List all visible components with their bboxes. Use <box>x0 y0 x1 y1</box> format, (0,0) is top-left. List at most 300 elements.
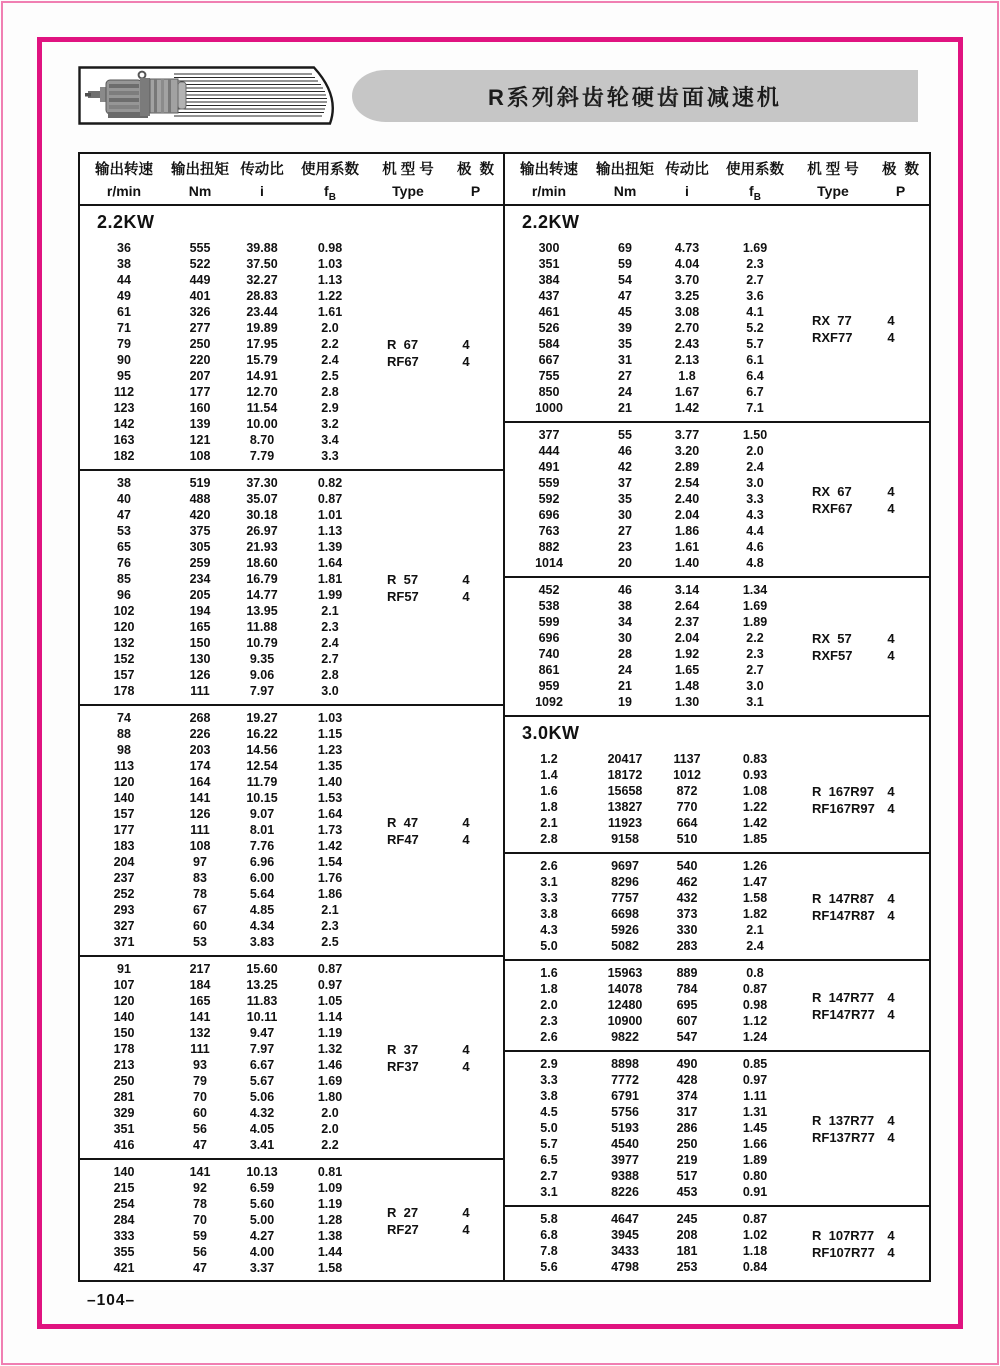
service-factor-cell: 0.82 <box>317 476 343 490</box>
ratio-cell: 23.44 <box>246 305 278 319</box>
output-speed-cell: 107 <box>113 978 135 992</box>
output-speed-cell: 1.6 <box>540 966 558 980</box>
column-unit: $f_B$ <box>324 183 336 203</box>
ratio-cell: 18.60 <box>246 556 278 570</box>
output-torque-cell: 130 <box>189 652 211 666</box>
output-torque-cell: 326 <box>189 305 211 319</box>
output-speed-cell: 95 <box>117 369 131 383</box>
poles-value: 4 <box>462 1041 470 1057</box>
output-speed-cell: 120 <box>113 775 135 789</box>
service-factor-cell: 1.58 <box>742 891 768 905</box>
output-torque-cell: 60 <box>193 1106 207 1120</box>
service-factor-cell: 0.93 <box>742 768 768 782</box>
ratio-cell: 250 <box>676 1137 698 1151</box>
service-factor-cell: 2.5 <box>321 935 339 949</box>
type-column <box>793 423 928 576</box>
output-speed-cell: 2.1 <box>540 816 558 830</box>
poles-value: 4 <box>462 353 470 369</box>
output-speed-cell: 333 <box>113 1229 135 1243</box>
ratio-cell: 2.37 <box>674 615 700 629</box>
output-torque-cell: 30 <box>618 508 632 522</box>
output-speed-cell: 3.1 <box>540 1185 558 1199</box>
service-factor-cell: 2.7 <box>746 273 764 287</box>
ratio-cell: 374 <box>676 1089 698 1103</box>
output-speed-cell: 157 <box>113 668 135 682</box>
ratio-cell: 181 <box>676 1244 698 1258</box>
column-unit: r/min <box>106 183 142 199</box>
output-torque-cell: 35 <box>618 337 632 351</box>
column-unit: i <box>685 183 689 199</box>
model-label: RF147R87 <box>812 907 875 923</box>
output-speed-cell: 88 <box>117 727 131 741</box>
model-label: R 57 <box>387 571 419 587</box>
output-torque-cell: 70 <box>193 1090 207 1104</box>
ratio-cell: 10.79 <box>246 636 278 650</box>
type-line <box>793 890 928 907</box>
output-torque-cell: 8226 <box>611 1185 639 1199</box>
output-speed-cell: 329 <box>113 1106 135 1120</box>
ratio-cell: 6.59 <box>249 1181 275 1195</box>
output-speed-cell: 120 <box>113 620 135 634</box>
service-factor-cell: 0.87 <box>742 982 768 996</box>
type-column <box>793 961 928 1050</box>
ratio-cell: 4.85 <box>249 903 275 917</box>
ratio-cell: 510 <box>676 832 698 846</box>
poles-value: 4 <box>887 783 895 799</box>
output-torque-cell: 6698 <box>611 907 639 921</box>
service-factor-cell: 0.87 <box>317 492 343 506</box>
output-torque-cell: 53 <box>193 935 207 949</box>
output-torque-cell: 220 <box>189 353 211 367</box>
output-torque-cell: 277 <box>189 321 211 335</box>
model-label: RF67 <box>387 353 419 369</box>
ratio-cell: 2.40 <box>674 492 700 506</box>
output-torque-cell: 449 <box>189 273 211 287</box>
service-factor-cell: 1.86 <box>317 887 343 901</box>
output-torque-cell: 111 <box>190 823 210 837</box>
service-factor-cell: 1.09 <box>317 1181 343 1195</box>
ratio-cell: 1.61 <box>674 540 700 554</box>
model-label: R 147R77 <box>812 989 875 1005</box>
service-factor-cell: 3.0 <box>321 684 339 698</box>
data-block <box>505 747 929 852</box>
ratio-cell: 15.60 <box>246 962 278 976</box>
service-factor-cell: 1.81 <box>317 572 343 586</box>
poles-value: 4 <box>887 630 895 646</box>
output-torque-cell: 3977 <box>611 1153 639 1167</box>
output-speed-cell: 250 <box>113 1074 135 1088</box>
service-factor-cell: 2.4 <box>746 939 764 953</box>
output-torque-cell: 4798 <box>611 1260 639 1274</box>
output-speed-cell: 3.3 <box>540 1073 558 1087</box>
column-unit: Nm <box>188 183 212 199</box>
type-line <box>793 1227 928 1244</box>
output-torque-cell: 519 <box>189 476 211 490</box>
type-column <box>793 1207 928 1280</box>
output-speed-cell: 79 <box>117 337 131 351</box>
ratio-cell: 7.76 <box>249 839 275 853</box>
output-speed-cell: 384 <box>538 273 560 287</box>
model-label: R 147R87 <box>812 890 875 906</box>
poles-value: 4 <box>887 989 895 1005</box>
service-factor-cell: 1.73 <box>317 823 343 837</box>
output-speed-cell: 76 <box>117 556 131 570</box>
output-torque-cell: 4647 <box>611 1212 639 1226</box>
service-factor-cell: 0.91 <box>742 1185 768 1199</box>
service-factor-cell: 1.76 <box>317 871 343 885</box>
service-factor-cell: 1.19 <box>317 1197 343 1211</box>
output-torque-cell: 401 <box>189 289 211 303</box>
output-torque-cell: 19 <box>618 695 632 709</box>
service-factor-cell: 2.8 <box>321 385 339 399</box>
output-speed-cell: 177 <box>113 823 135 837</box>
output-speed-cell: 1000 <box>535 401 563 415</box>
output-speed-cell: 4.3 <box>540 923 558 937</box>
service-factor-cell: 1.35 <box>317 759 343 773</box>
service-factor-cell: 1.69 <box>742 241 768 255</box>
ratio-cell: 3.70 <box>674 273 700 287</box>
service-factor-cell: 1.69 <box>742 599 768 613</box>
output-torque-cell: 126 <box>189 807 211 821</box>
ratio-cell: 1.65 <box>674 663 700 677</box>
ratio-cell: 462 <box>676 875 698 889</box>
output-speed-cell: 416 <box>113 1138 135 1152</box>
type-line <box>793 630 928 647</box>
type-line <box>368 1221 503 1238</box>
column-unit: Type <box>392 183 424 199</box>
output-speed-cell: 112 <box>113 385 135 399</box>
service-factor-cell: 1.42 <box>742 816 768 830</box>
ratio-cell: 19.27 <box>246 711 278 725</box>
output-torque-cell: 203 <box>189 743 211 757</box>
output-torque-cell: 234 <box>189 572 211 586</box>
poles-value: 4 <box>887 1112 895 1128</box>
output-torque-cell: 3945 <box>611 1228 639 1242</box>
output-speed-cell: 284 <box>113 1213 135 1227</box>
output-torque-cell: 5082 <box>611 939 639 953</box>
service-factor-cell: 3.6 <box>746 289 764 303</box>
output-torque-cell: 184 <box>189 978 211 992</box>
output-torque-cell: 108 <box>189 839 211 853</box>
service-factor-cell: 3.3 <box>321 449 339 463</box>
ratio-cell: 1.40 <box>674 556 700 570</box>
output-torque-cell: 375 <box>189 524 211 538</box>
poles-value: 4 <box>462 1221 470 1237</box>
ratio-cell: 1012 <box>673 768 701 782</box>
output-speed-cell: 90 <box>117 353 131 367</box>
service-factor-cell: 1.58 <box>317 1261 343 1275</box>
ratio-cell: 13.95 <box>246 604 278 618</box>
page-title: R系列斜齿轮硬齿面减速机 <box>488 84 782 110</box>
ratio-cell: 35.07 <box>246 492 278 506</box>
service-factor-cell: 3.0 <box>746 679 764 693</box>
output-torque-cell: 268 <box>189 711 211 725</box>
model-label: RF37 <box>387 1058 419 1074</box>
output-torque-cell: 217 <box>189 962 211 976</box>
table-header <box>505 154 929 206</box>
service-factor-cell: 3.4 <box>321 433 339 447</box>
model-label: RF47 <box>387 831 419 847</box>
output-torque-cell: 13827 <box>607 800 643 814</box>
output-speed-cell: 204 <box>113 855 135 869</box>
service-factor-cell: 1.54 <box>317 855 343 869</box>
output-torque-cell: 38 <box>618 599 632 613</box>
service-factor-cell: 2.0 <box>746 444 764 458</box>
output-torque-cell: 174 <box>189 759 211 773</box>
output-torque-cell: 14078 <box>607 982 643 996</box>
ratio-cell: 4.32 <box>249 1106 275 1120</box>
output-speed-cell: 4.5 <box>540 1105 558 1119</box>
output-speed-cell: 377 <box>538 428 560 442</box>
output-speed-cell: 3.1 <box>540 875 558 889</box>
output-torque-cell: 141 <box>189 1010 211 1024</box>
model-label: RF167R97 <box>812 800 875 816</box>
output-torque-cell: 20 <box>618 556 632 570</box>
ratio-cell: 10.15 <box>246 791 278 805</box>
ratio-cell: 2.13 <box>674 353 700 367</box>
service-factor-cell: 1.66 <box>742 1137 768 1151</box>
model-label: RX 67 <box>812 483 852 499</box>
output-speed-cell: 351 <box>538 257 560 271</box>
ratio-cell: 889 <box>676 966 698 980</box>
output-torque-cell: 21 <box>618 401 632 415</box>
type-column <box>368 471 503 704</box>
output-torque-cell: 67 <box>193 903 207 917</box>
output-torque-cell: 47 <box>193 1138 207 1152</box>
output-torque-cell: 78 <box>193 887 207 901</box>
output-speed-cell: 351 <box>113 1122 135 1136</box>
ratio-cell: 1.30 <box>674 695 700 709</box>
output-torque-cell: 121 <box>189 433 211 447</box>
service-factor-cell: 0.84 <box>742 1260 768 1274</box>
model-label: RF107R77 <box>812 1244 875 1260</box>
service-factor-cell: 1.89 <box>742 615 768 629</box>
column-unit: r/min <box>531 183 567 199</box>
output-speed-cell: 140 <box>113 1010 135 1024</box>
ratio-cell: 1.8 <box>678 369 696 383</box>
output-speed-cell: 452 <box>538 583 560 597</box>
service-factor-cell: 0.98 <box>317 241 343 255</box>
ratio-cell: 2.89 <box>674 460 700 474</box>
output-speed-cell: 5.8 <box>540 1212 558 1226</box>
column-label: 使用系数 <box>301 162 359 178</box>
poles-value: 4 <box>462 588 470 604</box>
output-torque-cell: 555 <box>189 241 211 255</box>
output-speed-cell: 667 <box>538 353 560 367</box>
service-factor-cell: 2.4 <box>321 636 339 650</box>
service-factor-cell: 1.22 <box>317 289 343 303</box>
output-torque-cell: 205 <box>189 588 211 602</box>
output-torque-cell: 21 <box>618 679 632 693</box>
column-unit: Type <box>817 183 849 199</box>
type-line <box>368 1041 503 1058</box>
column-unit: i <box>260 183 264 199</box>
output-speed-cell: 421 <box>113 1261 135 1275</box>
output-torque-cell: 132 <box>189 1026 211 1040</box>
output-speed-cell: 850 <box>538 385 560 399</box>
ratio-cell: 11.83 <box>246 994 278 1008</box>
output-speed-cell: 327 <box>113 919 135 933</box>
column-label: 输出扭矩 <box>596 162 654 178</box>
ratio-cell: 1.42 <box>674 401 700 415</box>
poles-value: 4 <box>887 1006 895 1022</box>
column-label: 极 数 <box>456 162 495 178</box>
poles-value: 4 <box>887 329 895 345</box>
poles-value: 4 <box>887 907 895 923</box>
output-torque-cell: 8296 <box>611 875 639 889</box>
output-torque-cell: 46 <box>618 444 632 458</box>
type-line <box>793 907 928 924</box>
output-torque-cell: 4540 <box>611 1137 639 1151</box>
output-speed-cell: 163 <box>113 433 135 447</box>
service-factor-cell: 3.2 <box>321 417 339 431</box>
output-speed-cell: 91 <box>117 962 131 976</box>
ratio-cell: 10.13 <box>246 1165 278 1179</box>
output-speed-cell: 3.3 <box>540 891 558 905</box>
poles-value: 4 <box>462 814 470 830</box>
column-label: 输出转速 <box>95 162 153 178</box>
ratio-cell: 3.83 <box>249 935 275 949</box>
type-line <box>793 783 928 800</box>
type-column <box>793 747 928 852</box>
output-speed-cell: 2.9 <box>540 1057 558 1071</box>
service-factor-cell: 2.3 <box>746 257 764 271</box>
type-column <box>368 236 503 469</box>
output-speed-cell: 120 <box>113 994 135 1008</box>
output-torque-cell: 7772 <box>611 1073 639 1087</box>
output-speed-cell: 491 <box>538 460 560 474</box>
poles-value: 4 <box>887 500 895 516</box>
service-factor-cell: 2.2 <box>321 337 339 351</box>
output-torque-cell: 139 <box>189 417 211 431</box>
output-speed-cell: 696 <box>538 631 560 645</box>
type-line <box>793 1244 928 1261</box>
output-speed-cell: 2.0 <box>540 998 558 1012</box>
service-factor-cell: 1.03 <box>317 257 343 271</box>
output-torque-cell: 11923 <box>607 816 643 830</box>
output-torque-cell: 207 <box>189 369 211 383</box>
output-speed-cell: 2.3 <box>540 1014 558 1028</box>
output-torque-cell: 34 <box>618 615 632 629</box>
ratio-cell: 4.73 <box>674 241 700 255</box>
service-factor-cell: 4.4 <box>746 524 764 538</box>
ratio-cell: 15.79 <box>246 353 278 367</box>
output-speed-cell: 5.0 <box>540 939 558 953</box>
output-torque-cell: 150 <box>189 636 211 650</box>
output-torque-cell: 9158 <box>611 832 639 846</box>
type-line <box>793 989 928 1006</box>
service-factor-cell: 1.03 <box>317 711 343 725</box>
service-factor-cell: 1.11 <box>743 1089 767 1103</box>
ratio-cell: 2.54 <box>674 476 700 490</box>
type-line <box>793 1112 928 1129</box>
output-speed-cell: 254 <box>113 1197 135 1211</box>
output-torque-cell: 78 <box>193 1197 207 1211</box>
model-label: R 27 <box>387 1204 419 1220</box>
output-speed-cell: 3.8 <box>540 907 558 921</box>
output-torque-cell: 111 <box>190 684 210 698</box>
service-factor-cell: 0.98 <box>742 998 768 1012</box>
service-factor-cell: 1.50 <box>742 428 768 442</box>
service-factor-cell: 3.0 <box>746 476 764 490</box>
output-speed-cell: 36 <box>117 241 131 255</box>
gearmotor-photo <box>78 66 344 125</box>
service-factor-cell: 2.0 <box>321 1106 339 1120</box>
output-torque-cell: 141 <box>189 791 211 805</box>
header-units-row <box>80 181 503 208</box>
output-speed-cell: 74 <box>117 711 131 725</box>
ratio-cell: 1.92 <box>674 647 700 661</box>
service-factor-cell: 0.81 <box>317 1165 343 1179</box>
ratio-cell: 9.47 <box>249 1026 275 1040</box>
ratio-cell: 6.00 <box>249 871 275 885</box>
model-label: RF27 <box>387 1221 419 1237</box>
output-speed-cell: 1.2 <box>540 752 558 766</box>
output-torque-cell: 18172 <box>607 768 643 782</box>
ratio-cell: 8.70 <box>249 433 275 447</box>
data-block <box>505 576 929 715</box>
service-factor-cell: 1.05 <box>317 994 343 1008</box>
data-block <box>505 959 929 1050</box>
output-speed-cell: 49 <box>117 289 131 303</box>
ratio-cell: 784 <box>676 982 698 996</box>
output-speed-cell: 65 <box>117 540 131 554</box>
ratio-cell: 5.60 <box>249 1197 275 1211</box>
poles-value: 4 <box>887 312 895 328</box>
output-speed-cell: 882 <box>538 540 560 554</box>
output-torque-cell: 9822 <box>611 1030 639 1044</box>
service-factor-cell: 1.32 <box>317 1042 343 1056</box>
type-line <box>793 647 928 664</box>
ratio-cell: 19.89 <box>246 321 278 335</box>
data-block <box>505 1050 929 1205</box>
output-speed-cell: 526 <box>538 321 560 335</box>
header-labels-row <box>505 159 929 181</box>
output-torque-cell: 141 <box>189 1165 211 1179</box>
ratio-cell: 3.20 <box>674 444 700 458</box>
output-speed-cell: 5.6 <box>540 1260 558 1274</box>
service-factor-cell: 1.19 <box>317 1026 343 1040</box>
ratio-cell: 547 <box>676 1030 698 1044</box>
output-speed-cell: 1092 <box>535 695 563 709</box>
output-torque-cell: 46 <box>618 583 632 597</box>
service-factor-cell: 4.1 <box>746 305 764 319</box>
service-factor-cell: 1.38 <box>317 1229 343 1243</box>
service-factor-cell: 1.40 <box>317 775 343 789</box>
ratio-cell: 7.97 <box>249 1042 275 1056</box>
output-speed-cell: 44 <box>117 273 131 287</box>
type-line <box>793 500 928 517</box>
service-factor-cell: 1.28 <box>317 1213 343 1227</box>
output-torque-cell: 47 <box>618 289 632 303</box>
output-torque-cell: 164 <box>189 775 211 789</box>
service-factor-cell: 1.24 <box>742 1030 768 1044</box>
model-label: R 47 <box>387 814 419 830</box>
gearmotor-illustration <box>78 66 344 125</box>
ratio-cell: 3.25 <box>674 289 700 303</box>
ratio-cell: 37.30 <box>246 476 278 490</box>
service-factor-cell: 2.3 <box>321 919 339 933</box>
service-factor-cell: 0.80 <box>742 1169 768 1183</box>
output-torque-cell: 30 <box>618 631 632 645</box>
output-speed-cell: 355 <box>113 1245 135 1259</box>
service-factor-cell: 1.13 <box>317 524 343 538</box>
output-torque-cell: 59 <box>193 1229 207 1243</box>
ratio-cell: 26.97 <box>246 524 278 538</box>
output-torque-cell: 8898 <box>611 1057 639 1071</box>
poles-value: 4 <box>887 1244 895 1260</box>
service-factor-cell: 6.1 <box>746 353 764 367</box>
